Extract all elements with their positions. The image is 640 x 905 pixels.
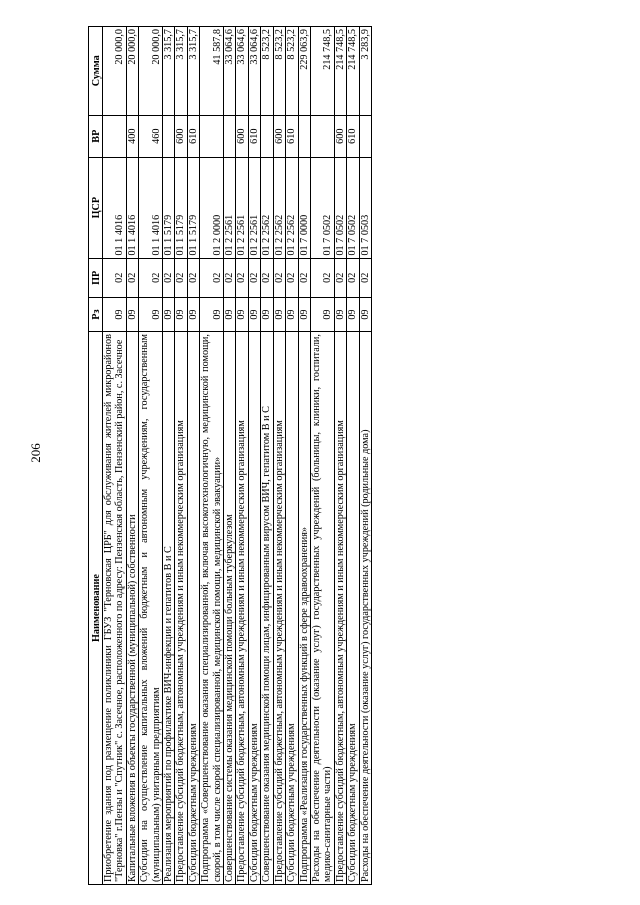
cell-sum: 3 283,9 xyxy=(359,27,371,116)
cell-csr: 01 1 5179 xyxy=(187,157,199,258)
cell-name: Субсидии бюджетным учреждениям xyxy=(286,332,298,885)
cell-csr: 01 7 0502 xyxy=(310,157,334,258)
cell-pr: 02 xyxy=(273,258,285,297)
cell-csr: 01 2 2562 xyxy=(273,157,285,258)
cell-name: Предоставление субсидий бюджетным, автономным учреждениям и иным некоммерческим организациям xyxy=(273,332,285,885)
cell-name: Предоставление субсидий бюджетным, автономным учреждениям и иным некоммерческим организациям xyxy=(175,332,187,885)
cell-pr: 02 xyxy=(175,258,187,297)
cell-vr: 610 xyxy=(347,115,359,157)
cell-rz: 09 xyxy=(224,298,236,332)
cell-vr: 600 xyxy=(175,115,187,157)
cell-pr: 02 xyxy=(286,258,298,297)
table-header-row xyxy=(89,27,103,885)
header-vr: ВР xyxy=(89,115,103,157)
header-name: Наименование xyxy=(89,332,103,885)
cell-pr: 02 xyxy=(310,258,334,297)
table-row xyxy=(359,27,371,885)
table-row xyxy=(126,27,138,885)
table-row xyxy=(103,27,127,885)
cell-sum: 8 523,2 xyxy=(261,27,273,116)
cell-name: Приобретение здания под размещение поликлиники ГБУЗ "Терновская ЦРБ" для обслуживания жителей микрорайонов "Терновка" г.Пензы и "Спутник" с. Засечное, расположенного по адресу: Пензенская область, Пензенский район, с. Засечное xyxy=(103,332,127,885)
cell-rz: 09 xyxy=(261,298,273,332)
cell-name: Подпрограмма «Совершенствование оказания специализированной, включая высокотехнологичную, медицинской помощи, скорой, в том числе скорой специализированной, медицинской помощи, медицинской эвакуации» xyxy=(200,332,224,885)
cell-name: Субсидии бюджетным учреждениям xyxy=(248,332,260,885)
cell-csr: 01 2 2562 xyxy=(261,157,273,258)
cell-pr: 02 xyxy=(347,258,359,297)
table-row xyxy=(347,27,359,885)
cell-vr xyxy=(261,115,273,157)
cell-sum: 229 063,9 xyxy=(298,27,310,116)
cell-vr xyxy=(200,115,224,157)
table-row xyxy=(139,27,163,885)
page-number: 206 xyxy=(28,443,43,463)
cell-rz: 09 xyxy=(175,298,187,332)
cell-rz: 09 xyxy=(347,298,359,332)
table-row xyxy=(273,27,285,885)
cell-rz: 09 xyxy=(248,298,260,332)
cell-name: Предоставление субсидий бюджетным, автономным учреждениям и иным некоммерческим организациям xyxy=(236,332,248,885)
cell-name: Расходы на обеспечение деятельности (оказание услуг) государственных учреждений (больницы, клиники, госпитали, медико-санитарные части) xyxy=(310,332,334,885)
cell-vr: 600 xyxy=(334,115,346,157)
cell-sum: 214 748,5 xyxy=(310,27,334,116)
cell-sum: 41 587,8 xyxy=(200,27,224,116)
table-row xyxy=(298,27,310,885)
cell-sum: 33 064,6 xyxy=(248,27,260,116)
cell-rz: 09 xyxy=(334,298,346,332)
table-row xyxy=(248,27,260,885)
cell-name: Субсидии бюджетным учреждениям xyxy=(187,332,199,885)
cell-sum: 33 064,6 xyxy=(236,27,248,116)
cell-pr: 02 xyxy=(298,258,310,297)
cell-pr: 02 xyxy=(103,258,127,297)
cell-csr: 01 7 0503 xyxy=(359,157,371,258)
cell-sum: 8 523,2 xyxy=(286,27,298,116)
cell-sum: 33 064,6 xyxy=(224,27,236,116)
table-row xyxy=(187,27,199,885)
cell-sum: 20 000,0 xyxy=(139,27,163,116)
table-row xyxy=(261,27,273,885)
cell-rz: 09 xyxy=(200,298,224,332)
table-row xyxy=(236,27,248,885)
cell-csr: 01 1 5179 xyxy=(163,157,175,258)
header-sum: Сумма xyxy=(89,27,103,116)
cell-csr: 01 2 2561 xyxy=(248,157,260,258)
cell-vr xyxy=(224,115,236,157)
cell-name: Совершенствование оказания медицинской помощи лицам, инфицированным вирусом ВИЧ, гепатитом В и С xyxy=(261,332,273,885)
cell-vr: 460 xyxy=(139,115,163,157)
cell-rz: 09 xyxy=(126,298,138,332)
cell-name: Подпрограмма «Реализация государственных функций в сфере здравоохранения» xyxy=(298,332,310,885)
cell-vr xyxy=(298,115,310,157)
cell-name: Расходы на обеспечение деятельности (оказание услуг) государственных учреждений (родильные дома) xyxy=(359,332,371,885)
cell-rz: 09 xyxy=(273,298,285,332)
cell-rz: 09 xyxy=(310,298,334,332)
table-row xyxy=(175,27,187,885)
table-row xyxy=(163,27,175,885)
cell-vr: 610 xyxy=(286,115,298,157)
cell-vr xyxy=(359,115,371,157)
cell-vr xyxy=(163,115,175,157)
table-row xyxy=(334,27,346,885)
cell-sum: 214 748,5 xyxy=(347,27,359,116)
cell-name: Реализация мероприятий по профилактике ВИЧ-инфекции и гепатитов В и С xyxy=(163,332,175,885)
cell-sum: 3 315,7 xyxy=(163,27,175,116)
cell-name: Совершенствование системы оказания медицинской помощи больным туберкулезом xyxy=(224,332,236,885)
table-row xyxy=(310,27,334,885)
header-pr: ПР xyxy=(89,258,103,297)
cell-csr: 01 1 4016 xyxy=(139,157,163,258)
cell-csr: 01 2 2562 xyxy=(286,157,298,258)
header-csr: ЦСР xyxy=(89,157,103,258)
cell-sum: 3 315,7 xyxy=(187,27,199,116)
cell-rz: 09 xyxy=(103,298,127,332)
cell-vr: 600 xyxy=(236,115,248,157)
cell-csr: 01 1 5179 xyxy=(175,157,187,258)
table-row xyxy=(200,27,224,885)
cell-sum: 214 748,5 xyxy=(334,27,346,116)
cell-csr: 01 7 0502 xyxy=(347,157,359,258)
cell-sum: 20 000,0 xyxy=(103,27,127,116)
cell-vr: 610 xyxy=(248,115,260,157)
cell-csr: 01 2 0000 xyxy=(200,157,224,258)
cell-name: Субсидии бюджетным учреждениям xyxy=(347,332,359,885)
cell-pr: 02 xyxy=(261,258,273,297)
budget-table xyxy=(88,26,372,885)
cell-rz: 09 xyxy=(286,298,298,332)
rotated-page-container xyxy=(88,26,607,885)
header-rz: Рз xyxy=(89,298,103,332)
cell-rz: 09 xyxy=(139,298,163,332)
cell-pr: 02 xyxy=(236,258,248,297)
cell-name: Капитальные вложения в объекты государственной (муниципальной) собственности xyxy=(126,332,138,885)
cell-csr: 01 2 2561 xyxy=(224,157,236,258)
cell-rz: 09 xyxy=(187,298,199,332)
cell-sum: 8 523,2 xyxy=(273,27,285,116)
table-row xyxy=(224,27,236,885)
cell-pr: 02 xyxy=(224,258,236,297)
cell-name: Предоставление субсидий бюджетным, автономным учреждениям и иным некоммерческим организациям xyxy=(334,332,346,885)
cell-pr: 02 xyxy=(248,258,260,297)
cell-vr xyxy=(310,115,334,157)
cell-pr: 02 xyxy=(163,258,175,297)
cell-pr: 02 xyxy=(139,258,163,297)
cell-rz: 09 xyxy=(236,298,248,332)
cell-csr: 01 1 4016 xyxy=(126,157,138,258)
budget-table-rotated xyxy=(88,26,607,885)
cell-rz: 09 xyxy=(298,298,310,332)
cell-pr: 02 xyxy=(334,258,346,297)
cell-csr: 01 7 0000 xyxy=(298,157,310,258)
cell-vr: 610 xyxy=(187,115,199,157)
table-row xyxy=(286,27,298,885)
cell-sum: 3 315,7 xyxy=(175,27,187,116)
cell-sum: 20 000,0 xyxy=(126,27,138,116)
cell-pr: 02 xyxy=(187,258,199,297)
cell-csr: 01 7 0502 xyxy=(334,157,346,258)
cell-vr: 600 xyxy=(273,115,285,157)
cell-vr: 400 xyxy=(126,115,138,157)
cell-vr xyxy=(103,115,127,157)
cell-name: Субсидии на осуществление капитальных вложений бюджетным и автономным учреждениям, государственным (муниципальным) унитарным предприятиям xyxy=(139,332,163,885)
cell-csr: 01 2 2561 xyxy=(236,157,248,258)
cell-rz: 09 xyxy=(163,298,175,332)
cell-csr: 01 1 4016 xyxy=(103,157,127,258)
cell-pr: 02 xyxy=(359,258,371,297)
cell-pr: 02 xyxy=(126,258,138,297)
cell-pr: 02 xyxy=(200,258,224,297)
cell-rz: 09 xyxy=(359,298,371,332)
